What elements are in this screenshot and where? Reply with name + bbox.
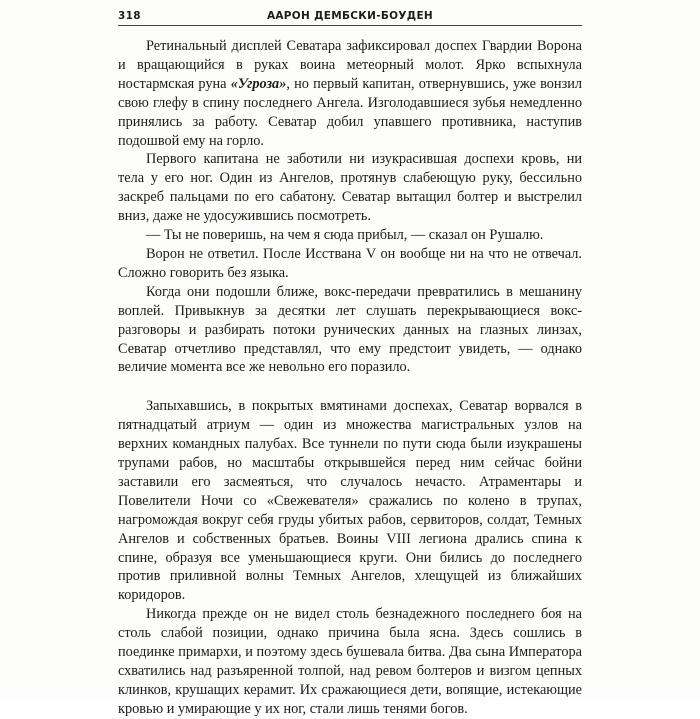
paragraph <box>118 37 582 150</box>
paragraph: Никогда прежде он не видел столь безнадежного последнего боя на столь слабой позиции, однако причина была ясна. Здесь сошлись в поединке примархи, и поэтому здесь бушевала битва. Два сына Императора схватились над разъяренной толпой, над ревом болтеров и визгом цепных клинков, крушащих керамит. Их сражающиеся дети, вопящие, истекающие кровью и умирающие у их ног, стали лишь тенями богов. <box>118 606 582 717</box>
running-head: ААРОН ДЕМБСКИ-БОУДЕН <box>266 10 434 22</box>
page-number: 318 <box>118 10 141 22</box>
paragraph-text: , но первый капитан, отвернувшись, уже вонзил свою глефу в спину последнего Ангела. Изголодавшиеся зубья немедленно принялись за работу. Севатар добил упавшего противника, наступив подошвой ему на горло. <box>118 75 582 149</box>
page-header <box>118 10 582 26</box>
rune-name: «Угроза» <box>230 75 287 92</box>
body-text <box>118 37 582 719</box>
paragraph: Первого капитана не заботили ни изукрасившая доспехи кровь, ни тела у его ног. Один из Ангелов, протянув слабеющую руку, бессильно заскреб пальцами по его сабатону. Севатар вытащил болтер и выстрелил вниз, даже не удосужившись посмотреть. <box>118 151 582 225</box>
paragraph: Запыхавшись, в покрытых вмятинами доспехах, Севатар ворвался в пятнадцатый атриум — один из множества магистральных узлов на верхних командных палубах. Все туннели по пути сюда были изукрашены трупами рабов, но масштабы открывшейся перед ним сейчас бойни заставили его засмеяться, что случалось нечасто. Атраментары и Повелители Ночи со «Свежевателя» сражались по колено в трупах, нагромождая вокруг себя груды убитых рабов, сервиторов, солдат, Темных Ангелов и собственных братьев. Воины VIII легиона дрались спина к спине, образуя все уменьшающиеся круги. Они бились до последнего против приливной волны Темных Ангелов, хлещущей из ближайших коридоров. <box>118 398 582 604</box>
paragraph-text: Ретинальный дисплей Севатара зафиксировал доспех Гвардии Ворона и вращающийся в руках воина метеорный молот. Ярко вспыхнула ностармская руна <box>118 38 582 92</box>
paragraph: Ворон не ответил. После Исствана V он вообще ни на что не отвечал. Сложно говорить без языка. <box>118 245 582 281</box>
dialogue-line: — Ты не поверишь, на чем я сюда прибыл, — сказал он Рушалю. <box>146 227 544 244</box>
header-rule <box>118 25 582 26</box>
paragraph: Когда они подошли ближе, вокс-передачи превратились в мешанину воплей. Привыкнув за десятки лет слушать перекрывающиеся вокс-разговоры и разбирать потоки рунических данных на глазных линзах, Севатар отчетливо представлял, что ему предстоит увидеть, — однако величие момента все же невольно его поразило. <box>118 283 582 376</box>
